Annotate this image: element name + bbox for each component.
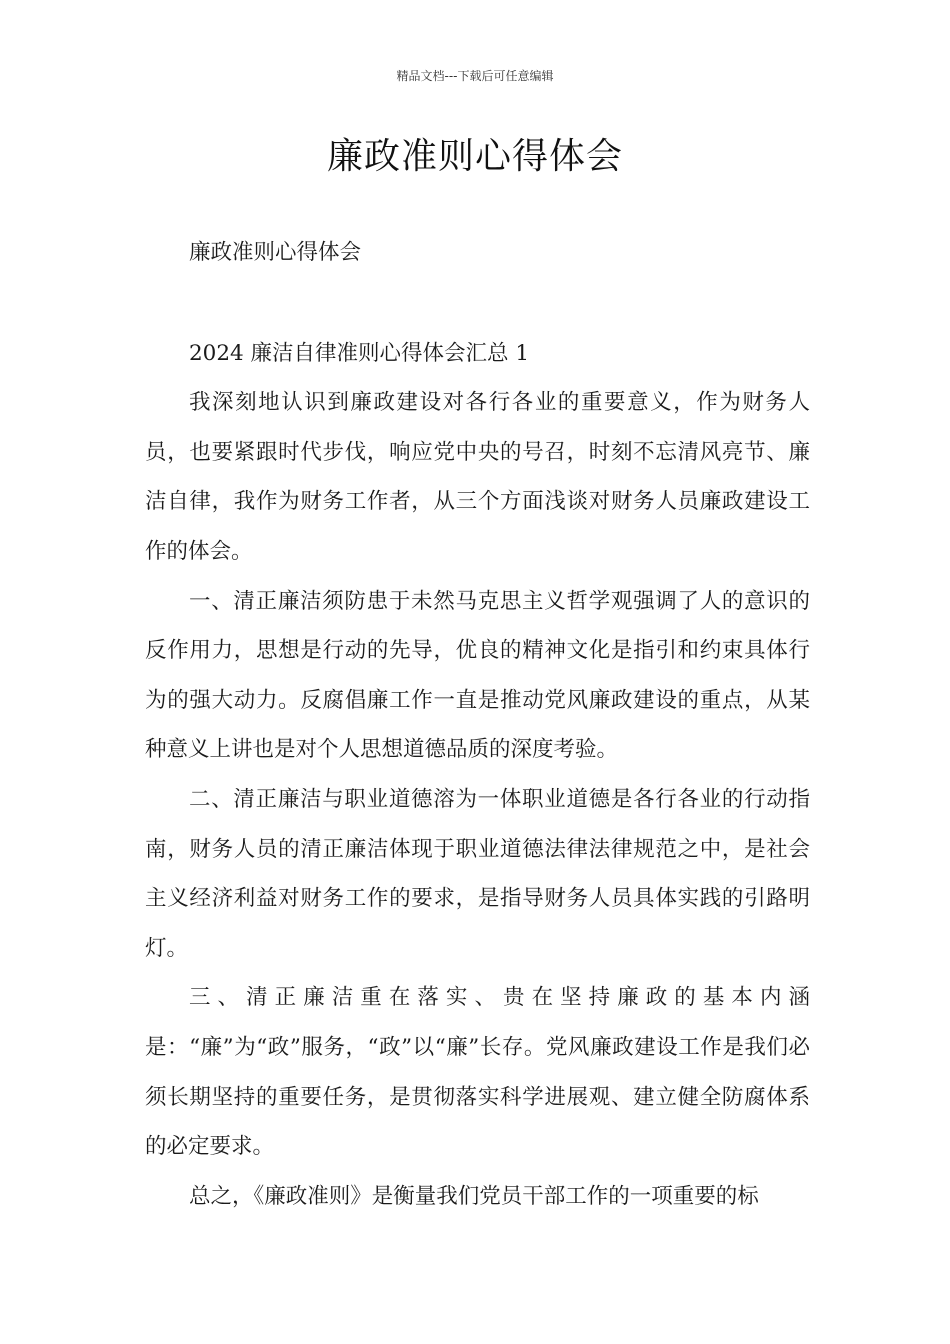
document-title: 廉政准则心得体会	[326, 136, 623, 177]
paragraph: 我深刻地认识到廉政建设对各行各业的重要意义，作为财务人员，也要紧跟时代步伐，响应党中央的号召，时刻不忘清风亮节、廉洁自律，我作为财务工作者，从三个方面浅谈对财务人员廉政建设工作的体会。	[145, 390, 810, 564]
paragraph: 三、清正廉洁重在落实、贵在坚持廉政的基本内涵是：“廉”为“政”服务，“政”以“廉”长存。党风廉政建设工作是我们必须长期坚持的重要任务，是贯彻落实科学进展观、建立健全防腐体系的必定要求。	[145, 985, 810, 1160]
header-note: 精品文档---下载后可任意编辑	[396, 69, 554, 83]
paragraph: 总之，《廉政准则》是衡量我们党员干部工作的一项重要的标	[189, 1183, 759, 1209]
document-subtitle: 廉政准则心得体会	[189, 240, 362, 265]
spacer	[145, 278, 810, 329]
paragraph: 二、清正廉洁与职业道德溶为一体职业道德是各行各业的行动指南，财务人员的清正廉洁体现于职业道德法律法律规范之中，是社会主义经济利益对财务工作的要求，是指导财务人员具体实践的引路明灯。	[145, 786, 810, 961]
document-body	[145, 228, 810, 1221]
section-heading: 2024 廉洁自律准则心得体会汇总 1	[189, 340, 530, 366]
paragraph: 一、清正廉洁须防患于未然马克思主义哲学观强调了人的意识的反作用力，思想是行动的先导，优良的精神文化是指引和约束具体行为的强大动力。反腐倡廉工作一直是推动党风廉政建设的重点，从某种意义上讲也是对个人思想道德品质的深度考验。	[145, 588, 810, 763]
